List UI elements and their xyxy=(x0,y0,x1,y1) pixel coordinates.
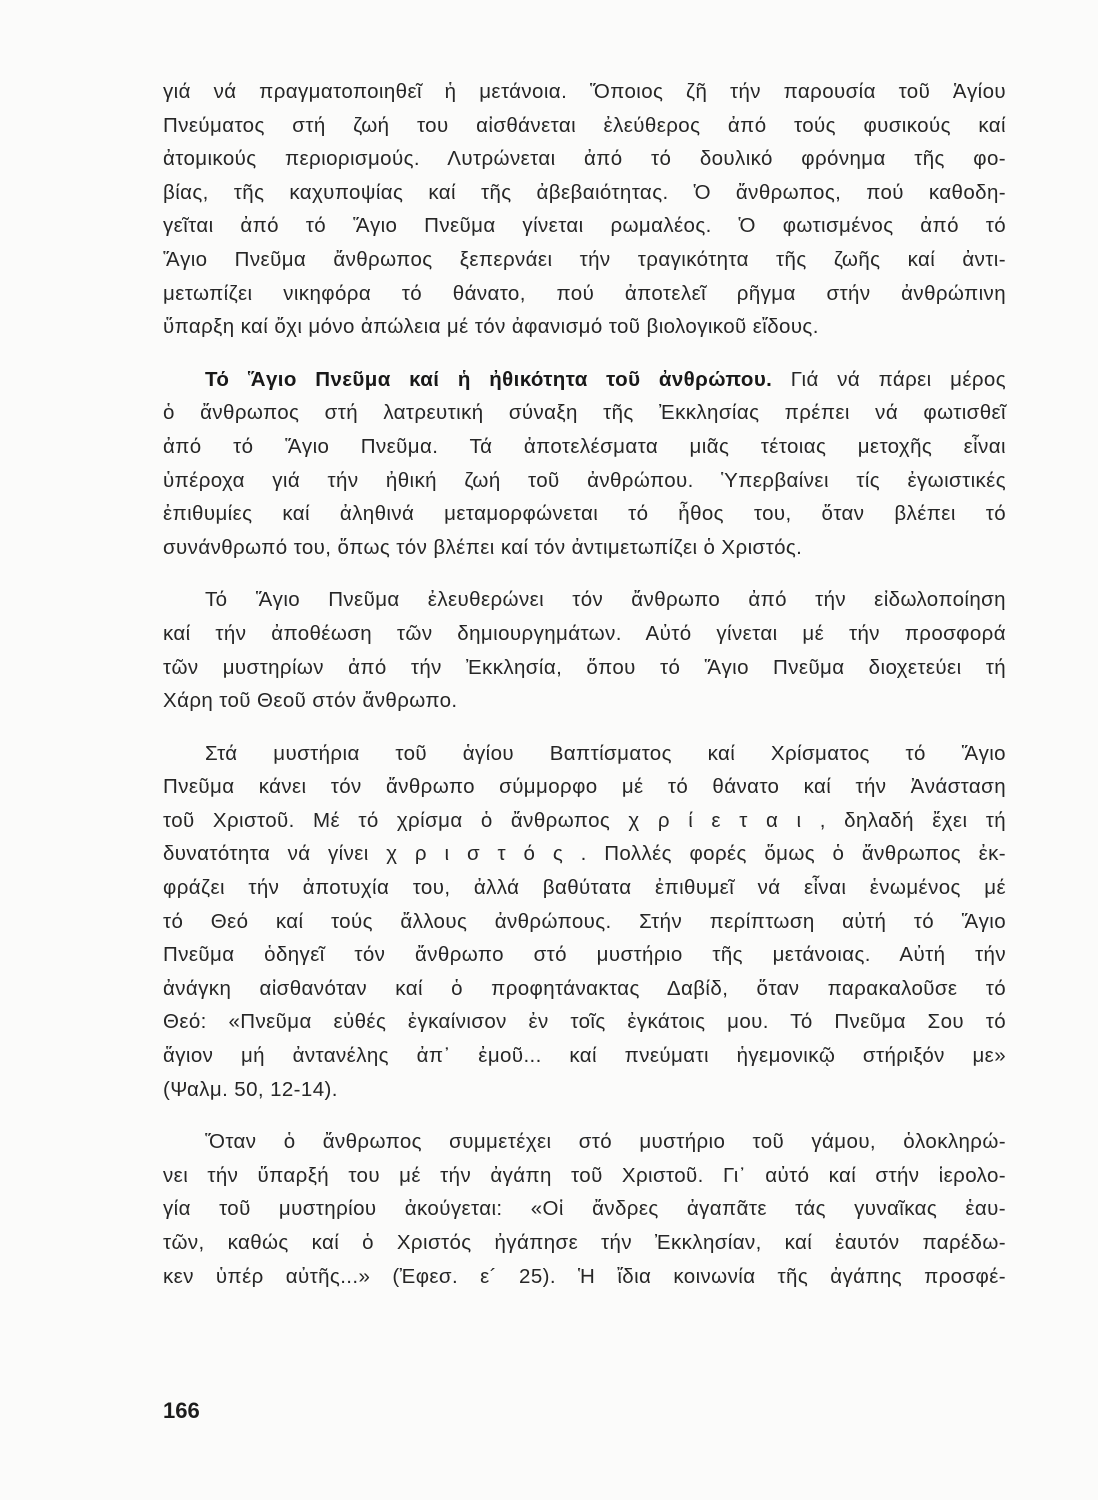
text-line: ἐπιθυμίες καί ἀληθινά μεταμορφώνεται τό ἦθος του, ὅταν βλέπει τό xyxy=(163,502,1006,526)
text-line: γία τοῦ μυστηρίου ἀκούγεται: «Οἱ ἄνδρες ἀγαπᾶτε τάς γυναῖκας ἑαυ- xyxy=(163,1197,1006,1221)
paragraph-3 xyxy=(163,584,1006,718)
text-line: τῶν μυστηρίων ἀπό τήν Ἐκκλησία, ὅπου τό Ἅγιο Πνεῦμα διοχετεύει τή xyxy=(163,655,1006,679)
text-line: γιά νά πραγματοποιηθεῖ ἡ μετάνοια. Ὅποιος ζῆ τήν παρουσία τοῦ Ἁγίου xyxy=(163,80,1006,103)
text-line: Πνεύματος στή ζωή του αἰσθάνεται ἐλεύθερος ἀπό τούς φυσικούς καί xyxy=(163,113,1006,137)
heading-line xyxy=(163,364,1006,398)
text-run: Γιά νά πάρει μέρος xyxy=(772,367,1006,391)
text-line: Πνεῦμα ὁδηγεῖ τόν ἄνθρωπο στό μυστήριο τῆς μετάνοιας. Αὐτή τήν xyxy=(163,943,1006,967)
text-line: συνάνθρωπό του, ὅπως τόν βλέπει καί τόν ἀντιμετωπίζει ὁ Χριστός. xyxy=(163,535,803,559)
text-line: Ἅγιο Πνεῦμα ἄνθρωπος ξεπερνάει τήν τραγικότητα τῆς ζωῆς καί ἀντι- xyxy=(163,247,1006,271)
text-line: ἀτομικούς περιορισμούς. Λυτρώνεται ἀπό τό δουλικό φρόνημα τῆς φο- xyxy=(163,147,1006,171)
paragraph-2 xyxy=(163,364,1006,566)
text-line: ὁ ἄνθρωπος στή λατρευτική σύναξη τῆς Ἐκκλησίας πρέπει νά φωτισθεῖ xyxy=(163,401,1006,425)
paragraph-4 xyxy=(163,738,1006,1108)
section-heading: Τό Ἅγιο Πνεῦμα καί ἡ ἠθικότητα τοῦ ἀνθρώπου. xyxy=(205,367,773,391)
text-line: (Ψαλμ. 50, 12-14). xyxy=(163,1077,338,1101)
page-number: 166 xyxy=(163,1398,200,1423)
text-line: κεν ὑπέρ αὐτῆς...» (Ἐφεσ. ε´ 25). Ἡ ἴδια κοινωνία τῆς ἀγάπης προσφέ- xyxy=(163,1264,1006,1288)
text-line: Στά μυστήρια τοῦ ἁγίου Βαπτίσματος καί Χρίσματος τό Ἅγιο xyxy=(205,741,1006,765)
text-line: Τό Ἅγιο Πνεῦμα ἐλευθερώνει τόν ἄνθρωπο ἀπό τήν εἰδωλοποίηση xyxy=(205,588,1006,612)
text-line: Θεό: «Πνεῦμα εὐθές ἐγκαίνισον ἐν τοῖς ἐγκάτοις μου. Τό Πνεῦμα Σου τό xyxy=(163,1010,1006,1034)
text-line: ἀπό τό Ἅγιο Πνεῦμα. Τά ἀποτελέσματα μιᾶς τέτοιας μετοχῆς εἶναι xyxy=(163,434,1006,458)
text-line: νει τήν ὕπαρξή του μέ τήν ἀγάπη τοῦ Χριστοῦ. Γι᾽ αὐτό καί στήν ἱερολο- xyxy=(163,1163,1006,1187)
text-column xyxy=(163,76,1006,1294)
text-line: καί τήν ἀποθέωση τῶν δημιουργημάτων. Αὐτό γίνεται μέ τήν προσφορά xyxy=(163,621,1006,645)
paragraph-1 xyxy=(163,76,1006,345)
text-line: τῶν, καθώς καί ὁ Χριστός ἠγάπησε τήν Ἐκκλησίαν, καί ἑαυτόν παρέδω- xyxy=(163,1231,1006,1254)
text-line: μετωπίζει νικηφόρα τό θάνατο, πού ἀποτελεῖ ρῆγμα στήν ἀνθρώπινη xyxy=(163,281,1006,305)
text-line: Πνεῦμα κάνει τόν ἄνθρωπο σύμμορφο μέ τό θάνατο καί τήν Ἀνάσταση xyxy=(163,775,1006,799)
text-line: τοῦ Χριστοῦ. Μέ τό χρίσμα ὁ ἄνθρωπος χ ρ ί ε τ α ι , δηλαδή ἔχει τή xyxy=(163,808,1006,832)
text-line: ὕπαρξη καί ὄχι μόνο ἀπώλεια μέ τόν ἀφανισμό τοῦ βιολογικοῦ εἴδους. xyxy=(163,315,819,339)
text-line: Ὅταν ὁ ἄνθρωπος συμμετέχει στό μυστήριο τοῦ γάμου, ὁλοκληρώ- xyxy=(205,1130,1006,1154)
text-line: ὑπέροχα γιά τήν ἠθική ζωή τοῦ ἀνθρώπου. Ὑπερβαίνει τίς ἐγωιστικές xyxy=(163,468,1006,492)
text-line: ἅγιον μή ἀντανέλης ἀπ᾽ ἐμοῦ... καί πνεύματι ἡγεμονικῷ στήριξόν με» xyxy=(163,1044,1006,1068)
text-line: ἀνάγκη αἰσθανόταν καί ὁ προφητάνακτας Δαβίδ, ὅταν παρακαλοῦσε τό xyxy=(163,976,1006,1000)
text-line: φράζει τήν ἀποτυχία του, ἀλλά βαθύτατα ἐπιθυμεῖ νά εἶναι ἑνωμένος μέ xyxy=(163,876,1006,900)
paragraph-5 xyxy=(163,1126,1006,1294)
text-line: τό Θεό καί τούς ἄλλους ἀνθρώπους. Στήν περίπτωση αὐτή τό Ἅγιο xyxy=(163,909,1006,933)
text-line: γεῖται ἀπό τό Ἅγιο Πνεῦμα γίνεται ρωμαλέος. Ὁ φωτισμένος ἀπό τό xyxy=(163,214,1006,238)
text-line: βίας, τῆς καχυποψίας καί τῆς ἀβεβαιότητας. Ὁ ἄνθρωπος, πού καθοδη- xyxy=(163,180,1006,204)
text-line: δυνατότητα νά γίνει χ ρ ι σ τ ό ς . Πολλές φορές ὅμως ὁ ἄνθρωπος ἐκ- xyxy=(163,842,1006,866)
text-line: Χάρη τοῦ Θεοῦ στόν ἄνθρωπο. xyxy=(163,689,458,713)
